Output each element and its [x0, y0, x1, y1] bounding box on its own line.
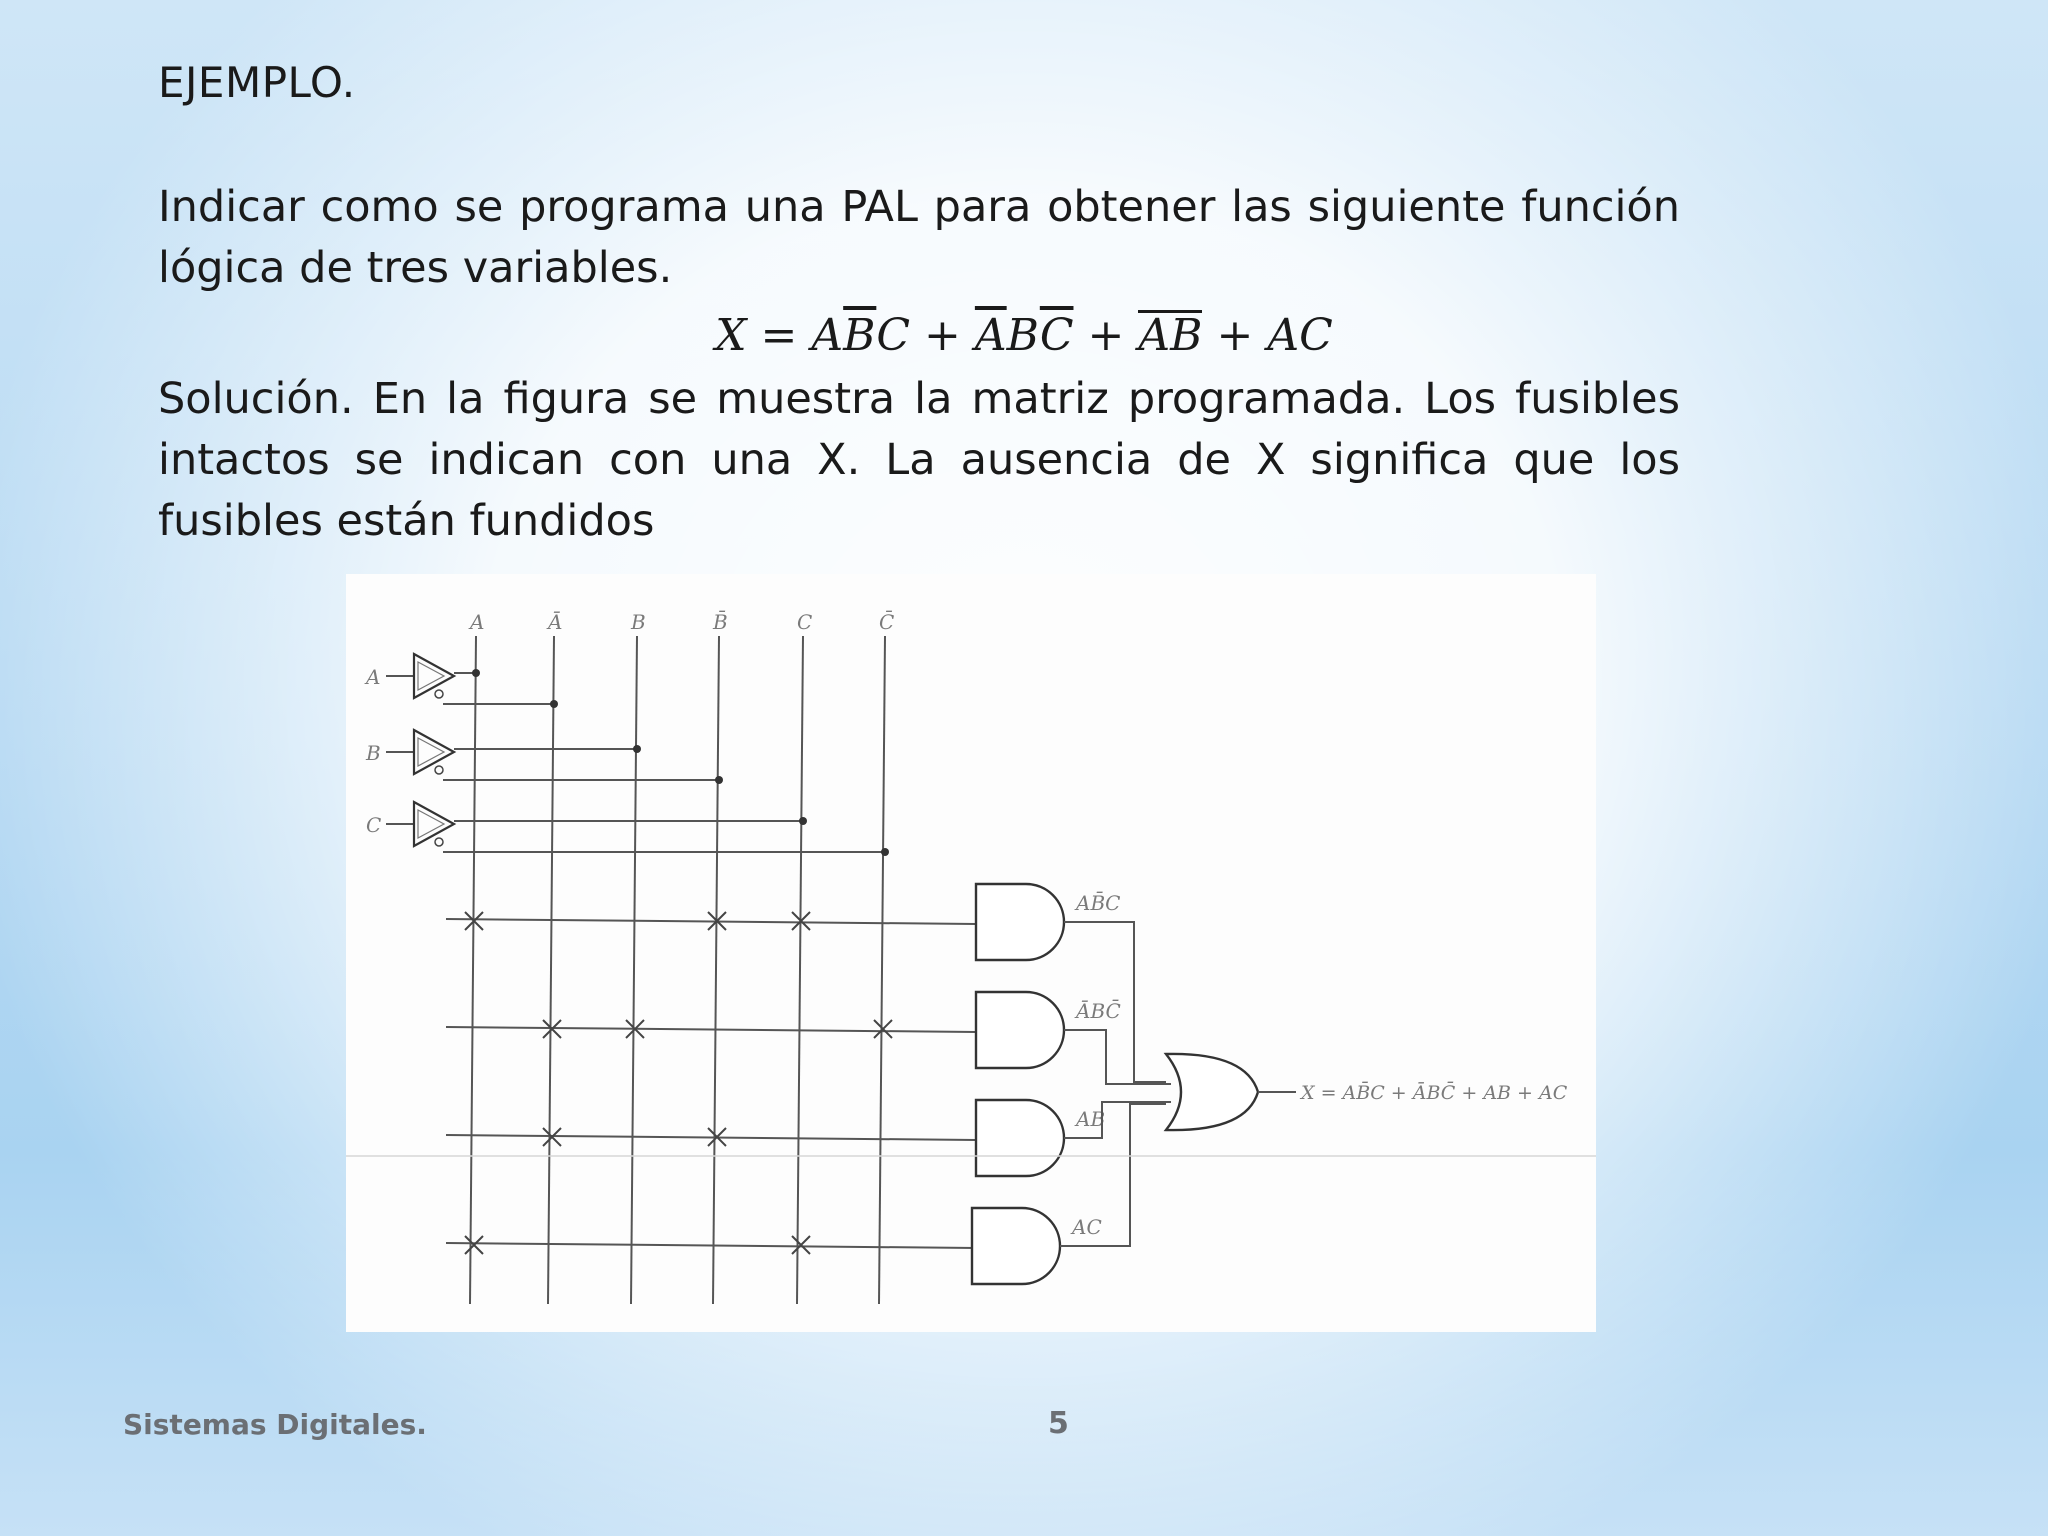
column-line: [797, 636, 803, 1304]
junction-dot: [472, 669, 480, 677]
product-line: [446, 1135, 976, 1140]
or-gate-icon: [1166, 1054, 1258, 1130]
course-name: Sistemas Digitales.: [123, 1408, 427, 1441]
formula-plus: +: [924, 310, 961, 361]
pal-diagram: [346, 574, 1596, 1332]
gate-label: AB: [1076, 1107, 1106, 1131]
and-gate-icon: [976, 884, 1064, 960]
formula-term: [1267, 310, 1332, 361]
junction-dot: [633, 745, 641, 753]
slide-title: EJEMPLO.: [158, 58, 356, 107]
column-line: [713, 636, 719, 1304]
gate-label: ĀBC̄: [1076, 999, 1121, 1023]
fuse-x-icon: [874, 1020, 892, 1038]
inverter-bubble: [435, 690, 443, 698]
formula-term: [975, 310, 1074, 361]
formula-lhs: X: [715, 310, 747, 361]
formula-equals: =: [760, 310, 798, 361]
buffer-inner: [418, 738, 444, 766]
formula-variable: C: [876, 310, 910, 361]
junction-dot: [881, 848, 889, 856]
column-line: [879, 636, 885, 1304]
formula-term: [1138, 310, 1202, 361]
column-line: [631, 636, 637, 1304]
output-label: X = AB̄C + ĀBC̄ + AB + AC: [1301, 1082, 1568, 1104]
product-line: [446, 1243, 976, 1248]
and-gate-icon: [972, 1208, 1060, 1284]
formula-term: [811, 310, 910, 361]
formula-variable: AB: [1138, 310, 1203, 361]
input-label: C: [366, 813, 382, 837]
buffer-icon: [414, 802, 454, 846]
gate-label: AC: [1072, 1215, 1102, 1239]
buffer-inner: [418, 662, 444, 690]
column-label: Ā: [548, 610, 563, 634]
pal-matrix-figure: [346, 574, 1596, 1332]
column-line: [548, 636, 554, 1304]
or-input-wire: [1064, 1030, 1171, 1084]
junction-dot: [715, 776, 723, 784]
buffer-icon: [414, 654, 454, 698]
formula-plus: +: [1087, 310, 1125, 361]
formula-variable: AC: [1267, 310, 1333, 361]
column-label: C̄: [879, 610, 895, 634]
formula-variable: $\overline{C}$: [1039, 310, 1074, 361]
product-line: [446, 1027, 976, 1032]
formula-variable: $\overline{A}$: [974, 310, 1007, 361]
input-label: B: [366, 741, 381, 765]
fuse-x-icon: [465, 1236, 483, 1254]
problem-statement: Indicar como se programa una PAL para obtener las siguiente función lógica de tres variables.: [158, 182, 1680, 293]
solution-text: Solución. En la figura se muestra la matriz programada. Los fusibles intactos se indican con una X. La ausencia de X significa que los fusibles están fundidos: [158, 374, 1680, 546]
column-label: B̄: [713, 610, 728, 634]
boolean-formula: [0, 310, 2048, 361]
page-number: 5: [1048, 1406, 1069, 1441]
junction-dot: [550, 700, 558, 708]
formula-plus: +: [1216, 310, 1254, 361]
and-gate-icon: [976, 1100, 1064, 1176]
and-gate-icon: [976, 992, 1064, 1068]
junction-dot: [799, 817, 807, 825]
product-line: [446, 919, 976, 924]
fuse-x-icon: [792, 1236, 810, 1254]
buffer-icon: [414, 730, 454, 774]
gate-label: AB̄C: [1076, 891, 1121, 915]
buffer-inner: [418, 810, 444, 838]
input-label: A: [366, 665, 381, 689]
column-line: [470, 636, 476, 1304]
inverter-bubble: [435, 766, 443, 774]
column-label: C: [797, 610, 813, 634]
formula-variable: $\overline{B}$: [843, 310, 877, 361]
formula-variable: B: [1006, 310, 1040, 361]
formula-variable: A: [811, 310, 844, 361]
column-label: B: [631, 610, 646, 634]
inverter-bubble: [435, 838, 443, 846]
column-label: A: [470, 610, 485, 634]
